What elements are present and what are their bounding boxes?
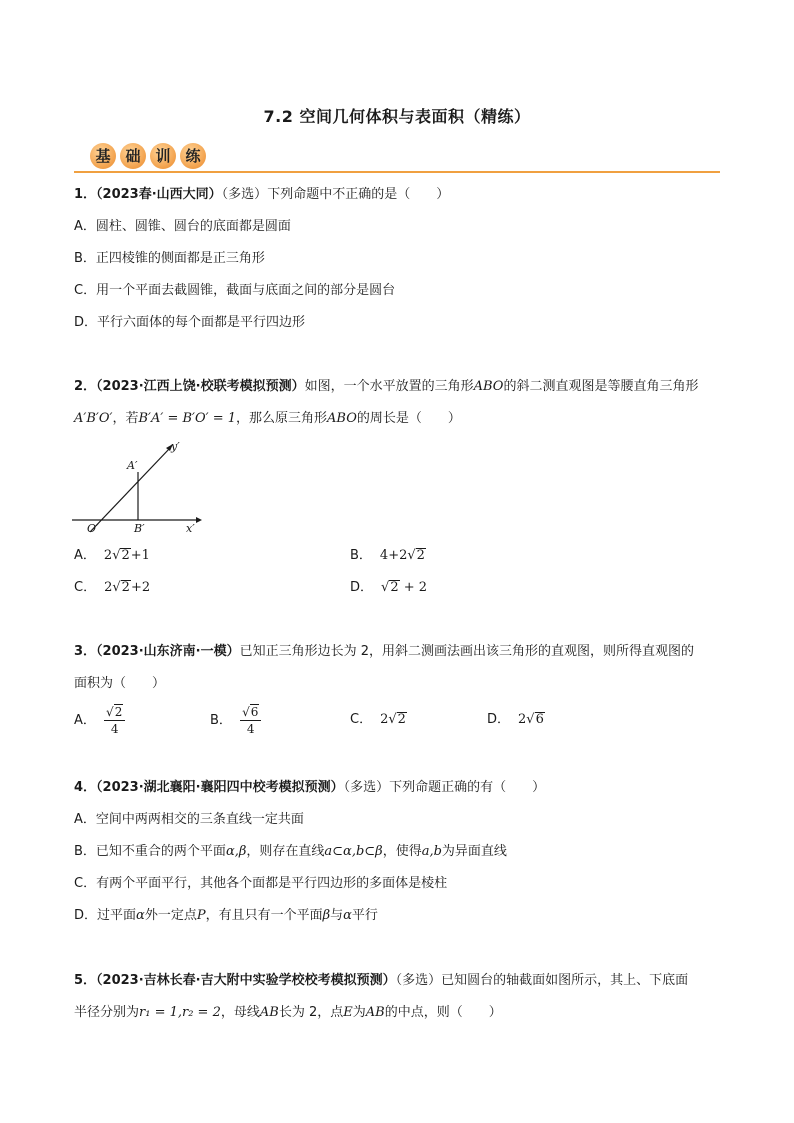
question-2-stem: 2．（2023·江西上饶·校联考模拟预测）如图，一个水平放置的三角形ABO的斜二测直观图是等腰直角三角形 bbox=[74, 379, 699, 394]
q4-option-b[interactable]: B．已知不重合的两个平面α,β，则存在直线a⊂α,b⊂β，使得a,b为异面直线 bbox=[74, 844, 507, 859]
section-banner bbox=[74, 141, 720, 175]
question-5-stem: 5．（2023·吉林长春·吉大附中实验学校校考模拟预测）（多选）已知圆台的轴截面如图所示，其上、下底面 bbox=[74, 973, 689, 988]
q1-option-d[interactable]: D．平行六面体的每个面都是平行四边形 bbox=[74, 315, 306, 330]
q4-option-a[interactable]: A．空间中两两相交的三条直线一定共面 bbox=[74, 812, 304, 827]
banner-char-4: 练 bbox=[180, 143, 206, 169]
q1-option-a[interactable]: A．圆柱、圆锥、圆台的底面都是圆面 bbox=[74, 219, 291, 234]
q4-option-c[interactable]: C．有两个平面平行，其他各个面都是平行四边形的多面体是棱柱 bbox=[74, 876, 448, 891]
q2-option-a[interactable]: A． 2√2+1 bbox=[74, 548, 150, 563]
page-title: 7.2 空间几何体积与表面积（精练） bbox=[263, 107, 531, 126]
question-source: （2023·吉林长春·吉大附中实验学校校考模拟预测） bbox=[96, 973, 396, 988]
label-o: O′ bbox=[87, 522, 99, 535]
question-1-stem bbox=[74, 185, 449, 205]
banner-char-1: 基 bbox=[90, 143, 116, 169]
question-source: （2023·江西上饶·校联考模拟预测） bbox=[96, 379, 305, 394]
q1-option-b[interactable]: B．正四棱锥的侧面都是正三角形 bbox=[74, 251, 265, 266]
question-tag: （多选） bbox=[221, 187, 268, 202]
q2-option-d[interactable]: D． √2 + 2 bbox=[350, 580, 428, 595]
banner-underline bbox=[74, 171, 720, 173]
label-a: A′ bbox=[127, 459, 138, 472]
question-number: 2． bbox=[74, 379, 97, 394]
question-source: （2023·湖北襄阳·襄阳四中校考模拟预测） bbox=[96, 780, 344, 795]
question-5-stem-line2: 半径分别为r₁ = 1,r₂ = 2，母线AB长为 2，点E为AB的中点，则（ ） bbox=[74, 1005, 502, 1020]
x-axis-arrow-icon bbox=[196, 517, 202, 523]
question-2-stem-line2: A′B′O′，若B′A′ = B′O′ = 1，那么原三角形ABO的周长是（ ） bbox=[74, 411, 461, 426]
label-y: y′ bbox=[171, 440, 180, 453]
q2-option-b[interactable]: B． 4+2√2 bbox=[350, 548, 425, 563]
q3-option-a[interactable]: A． $\frac{√2}{4}$ bbox=[74, 702, 125, 740]
label-x: x′ bbox=[186, 522, 195, 535]
question-number: 1． bbox=[74, 187, 97, 202]
q2-option-c[interactable]: C． 2√2+2 bbox=[74, 580, 151, 595]
q3-option-d[interactable]: D． 2√6 bbox=[487, 712, 544, 727]
question-number: 5． bbox=[74, 973, 97, 988]
q3-option-c[interactable]: C． 2√2 bbox=[350, 712, 406, 727]
q3-option-b[interactable]: B． $\frac{√6}{4}$ bbox=[210, 702, 261, 740]
question-3-stem-line2: 面积为（ ） bbox=[74, 676, 166, 691]
question-3-stem: 3．（2023·山东济南·一模）已知正三角形边长为 2，用斜二测画法画出该三角形的直观图，则所得直观图的 bbox=[74, 644, 695, 659]
q1-option-c[interactable]: C．用一个平面去截圆锥，截面与底面之间的部分是圆台 bbox=[74, 283, 396, 298]
question-4-stem: 4．（2023·湖北襄阳·襄阳四中校考模拟预测）（多选）下列命题正确的有（ ） bbox=[74, 780, 546, 795]
banner-char-3: 训 bbox=[150, 143, 176, 169]
label-b: B′ bbox=[134, 522, 145, 535]
banner-char-2: 础 bbox=[120, 143, 146, 169]
q4-option-d[interactable]: D．过平面α外一定点P，有且只有一个平面β与α平行 bbox=[74, 908, 378, 923]
question-number: 4． bbox=[74, 780, 97, 795]
question-source: （2023春·山西大同） bbox=[96, 187, 222, 202]
question-text: 下列命题中不正确的是（ ） bbox=[267, 187, 450, 202]
question-source: （2023·山东济南·一模） bbox=[96, 644, 240, 659]
oblique-drawing-figure bbox=[70, 438, 206, 536]
question-number: 3． bbox=[74, 644, 97, 659]
